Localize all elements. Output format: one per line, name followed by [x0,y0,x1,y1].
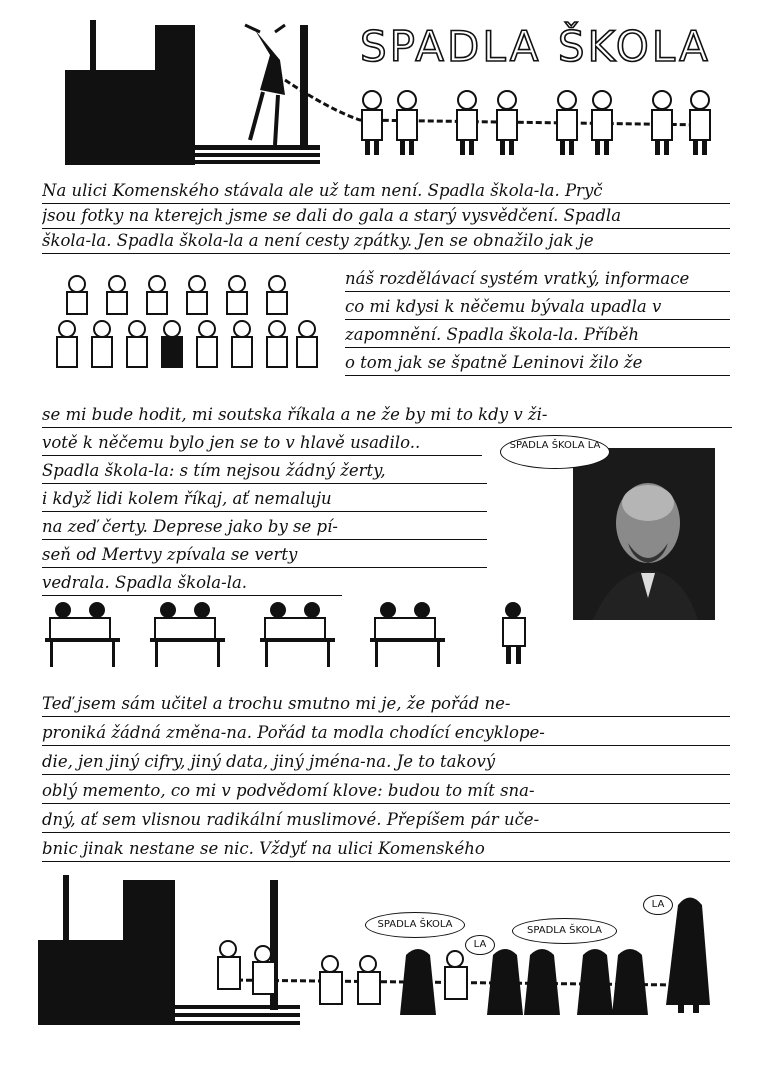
lenin-photo [573,448,715,620]
text-line: se mi bude hodit, mi soutska říkala a ne že by mi to kdy v ži- [42,404,732,428]
text-line: vedrala. Spadla škola-la. [42,572,342,596]
text-line: seň od Mertvy zpívala se verty [42,544,487,568]
bottom-illustration [38,875,728,1035]
text-line: Spadla škola-la: s tím nejsou žádný žerty, [42,460,487,484]
text-line: oblý memento, co mi v podvědomí klove: budou to mít sna- [42,780,730,804]
children-group-illustration [50,270,320,390]
text-line: náš rozdělávací systém vratký, informace [345,268,730,292]
speech-bubble-middle: SPADLA ŠKOLA [512,918,617,944]
text-line: škola-la. Spadla škola-la a není cesty zpátky. Jen se obnažilo jak je [42,230,730,254]
text-line: dný, ať sem vlisnou radikální muslimové. Přepíšem pár uče- [42,809,730,833]
text-line: co mi kdysi k něčemu bývala upadla v [345,296,730,320]
classroom-illustration [40,600,540,680]
text-line: bnic jinak nestane se nic. Vždyť na ulici Komenského [42,838,730,862]
text-line: zapomnění. Spadla škola-la. Příběh [345,324,730,348]
text-line: jsou fotky na kterejch jsme se dali do gala a starý vysvědčení. Spadla [42,205,730,229]
page-title: SPADLA ŠKOLA [360,22,711,71]
text-line: proniká žádná změna-na. Pořád ta modla chodící encyklope- [42,722,730,746]
speech-bubble-left: SPADLA ŠKOLA [365,912,465,938]
building-block [38,940,123,1025]
text-line: Teď jsem sám učitel a trochu smutno mi je, že pořád ne- [42,693,730,717]
text-line: o tom jak se špatně Leninovi žilo že [345,352,730,376]
text-line: die, jen jiný cifry, jiný data, jiný jména-na. Je to takový [42,751,730,775]
speech-bubble-lenin: SPADLA ŠKOLA LA [500,435,610,469]
speech-bubble-la-right: LA [643,895,673,915]
speech-bubble-la-left: LA [465,935,495,955]
text-line: i když lidi kolem říkaj, ať nemaluju [42,488,487,512]
text-line: Na ulici Komenského stávala ale už tam není. Spadla škola-la. Pryč [42,180,730,204]
woman-figure [245,25,285,145]
building-block [65,70,155,165]
text-line: votě k něčemu bylo jen se to v hlavě usadilo.. [42,432,482,456]
text-line: na zeď čerty. Deprese jako by se pí- [42,516,487,540]
top-illustration [60,20,730,170]
